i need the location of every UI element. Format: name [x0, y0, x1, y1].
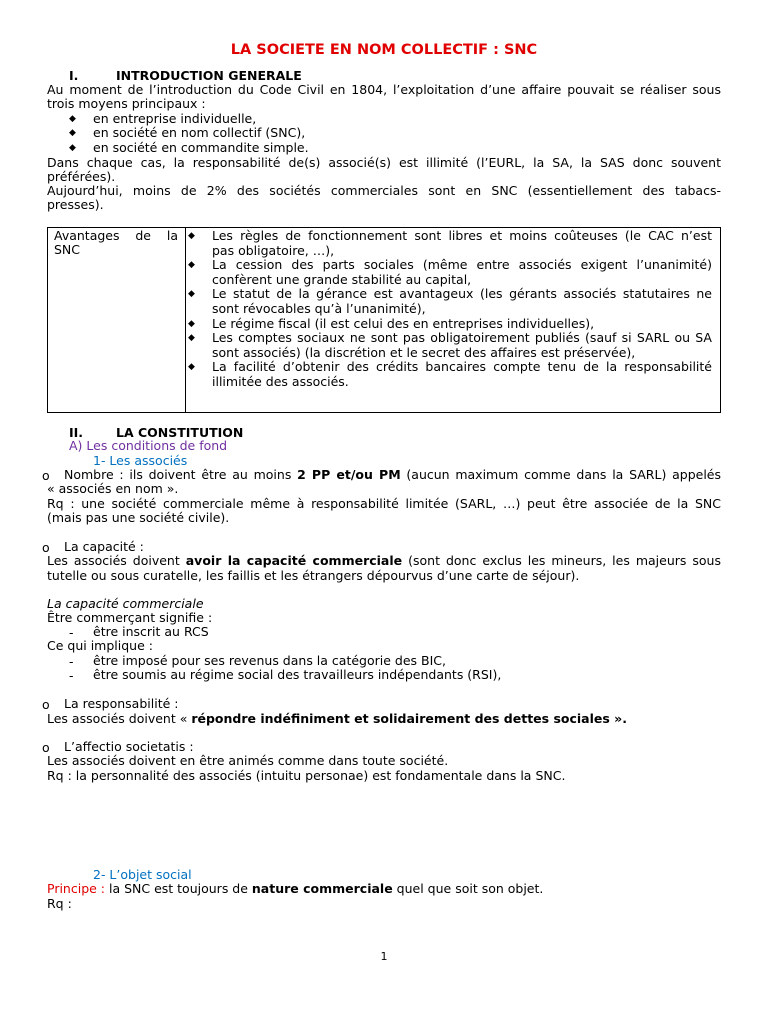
capacite-commerciale-dash-1: être inscrit au RCS	[93, 624, 209, 639]
advantages-list-cell	[186, 228, 721, 413]
circle-bullet-icon: o	[42, 540, 50, 555]
diamond-bullet-icon: ◆	[69, 143, 76, 153]
principe-line	[47, 882, 543, 896]
nombre-bold: 2 PP et/ou PM	[297, 467, 401, 482]
capacite-text: Les associés doivent	[47, 553, 186, 568]
advantage-item-2-line-2: confèrent une grande stabilité au capital,	[212, 271, 472, 287]
capacite-commerciale-dash-3: être soumis au régime social des travailleurs indépendants (RSI),	[93, 667, 502, 682]
advantage-item-4-line-1: Le régime fiscal (il est celui des en entreprises individuelles),	[212, 315, 595, 331]
principe-label: Principe :	[47, 881, 106, 896]
rq-associes-line-2: (mais pas une société civile).	[47, 510, 230, 525]
responsabilite-text: Les associés doivent «	[47, 711, 192, 726]
diamond-bullet-icon: ◆	[188, 289, 195, 300]
capacite-line-2: tutelle ou sous curatelle, les faillis et les étrangers dépourvus d’une carte de séjour).	[47, 568, 580, 583]
nombre-line-1	[64, 468, 721, 482]
subsection-1-heading: 1- Les associés	[93, 453, 188, 468]
nombre-text-post: (aucun maximum comme dans la SARL) appelés	[400, 467, 721, 482]
affectio-line-1: Les associés doivent en être animés comme dans toute société.	[47, 753, 449, 768]
advantage-item-3-line-1: Le statut de la gérance est avantageux (les gérants associés statutaires ne	[212, 286, 712, 302]
intro-today-line-2: presses).	[47, 197, 104, 212]
intro-responsibility-line-2: préférées).	[47, 169, 116, 184]
dash-bullet-icon: -	[69, 625, 74, 640]
intro-paragraph-line-2: trois moyens principaux :	[47, 96, 206, 111]
circle-bullet-icon: o	[42, 740, 50, 755]
advantage-item-2-line-1: La cession des parts sociales (même entre associés exigent l’unanimité)	[212, 257, 712, 273]
advantage-item-6-line-1: La facilité d’obtenir des crédits bancaires compte tenu de la responsabilité	[212, 359, 712, 375]
intro-bullet-1: en entreprise individuelle,	[93, 111, 257, 126]
advantage-item-1-line-2: pas obligatoire, …),	[212, 242, 335, 258]
principe-text-post: quel que soit son objet.	[392, 881, 544, 896]
section-1-heading: INTRODUCTION GENERALE	[116, 68, 302, 83]
intro-bullet-3: en société en commandite simple.	[93, 140, 309, 155]
diamond-bullet-icon: ◆	[188, 318, 195, 329]
intro-responsibility-line-1: Dans chaque cas, la responsabilité de(s) associé(s) est illimité (l’EURL, la SA, la SAS donc souvent	[47, 155, 721, 170]
circle-bullet-icon: o	[42, 697, 50, 712]
document-title: LA SOCIETE EN NOM COLLECTIF : SNC	[230, 42, 538, 58]
section-2-heading: LA CONSTITUTION	[116, 425, 244, 440]
capacite-commerciale-title: La capacité commerciale	[47, 596, 204, 611]
responsabilite-bold: répondre indéfiniment et solidairement des dettes sociales ».	[191, 711, 627, 726]
affectio-heading: L’affectio societatis :	[64, 739, 194, 754]
dash-bullet-icon: -	[69, 654, 74, 669]
advantage-item-5-line-2: sont associés) (la discrétion et le secret des affaires est préservée),	[212, 344, 636, 360]
page-number: 1	[380, 950, 388, 963]
advantage-item-6-line-2: illimitée des associés.	[212, 374, 349, 389]
intro-bullet-2: en société en nom collectif (SNC),	[93, 125, 306, 140]
capacite-text-post: (sont donc exclus les mineurs, les majeurs sous	[402, 553, 721, 568]
section-1-number: I.	[69, 68, 79, 83]
advantage-item-3-line-2: sont révocables qu’à l’unanimité),	[212, 301, 426, 316]
diamond-bullet-icon: ◆	[188, 260, 195, 271]
subsection-a-heading: A) Les conditions de fond	[69, 438, 228, 453]
capacite-heading: La capacité :	[64, 539, 144, 554]
capacite-commerciale-dash-2: être imposé pour ses revenus dans la catégorie des BIC,	[93, 653, 446, 668]
advantages-label	[54, 229, 178, 257]
diamond-bullet-icon: ◆	[188, 231, 195, 241]
subsection-2-heading: 2- L’objet social	[93, 867, 192, 882]
capacite-bold: avoir la capacité commerciale	[185, 553, 403, 568]
intro-today-line-1: Aujourd’hui, moins de 2% des sociétés commerciales sont en SNC (essentiellement des tabacs-	[47, 183, 721, 198]
diamond-bullet-icon: ◆	[188, 333, 195, 344]
dash-bullet-icon: -	[69, 668, 74, 683]
capacite-commerciale-line-1: Être commerçant signifie :	[47, 610, 213, 625]
capacite-commerciale-line-2: Ce qui implique :	[47, 638, 153, 653]
nombre-line-2: « associés en nom ».	[47, 481, 179, 496]
nombre-text: Nombre : ils doivent être au moins	[64, 467, 298, 482]
rq-objet-line: Rq :	[47, 896, 72, 911]
capacite-line-1	[47, 554, 721, 568]
advantages-table	[47, 227, 721, 413]
advantage-item-1-line-1: Les règles de fonctionnement sont libres et moins coûteuses (le CAC n’est	[212, 228, 712, 243]
intro-paragraph-line-1: Au moment de l’introduction du Code Civil en 1804, l’exploitation d’une affaire pouvait se réaliser sous	[47, 82, 721, 97]
diamond-bullet-icon: ◆	[69, 114, 76, 124]
principe-text: la SNC est toujours de	[105, 881, 252, 896]
rq-associes-line-1: Rq : une société commerciale même à responsabilité limitée (SARL, …) peut être associée de la SNC	[47, 496, 721, 511]
advantages-label-line-2: SNC	[54, 242, 81, 257]
section-2-number: II.	[69, 425, 84, 440]
responsabilite-heading: La responsabilité :	[64, 696, 179, 711]
responsabilite-line	[47, 712, 627, 726]
diamond-bullet-icon: ◆	[188, 362, 195, 373]
principe-bold: nature commerciale	[251, 881, 393, 896]
circle-bullet-icon: o	[42, 468, 50, 483]
affectio-line-2: Rq : la personnalité des associés (intuitu personae) est fondamentale dans la SNC.	[47, 768, 566, 783]
diamond-bullet-icon: ◆	[69, 128, 76, 138]
advantages-label-line-1: Avantages de la	[54, 228, 178, 243]
advantages-label-cell	[48, 228, 186, 413]
advantage-item-5-line-1: Les comptes sociaux ne sont pas obligatoirement publiés (sauf si SARL ou SA	[212, 330, 712, 346]
